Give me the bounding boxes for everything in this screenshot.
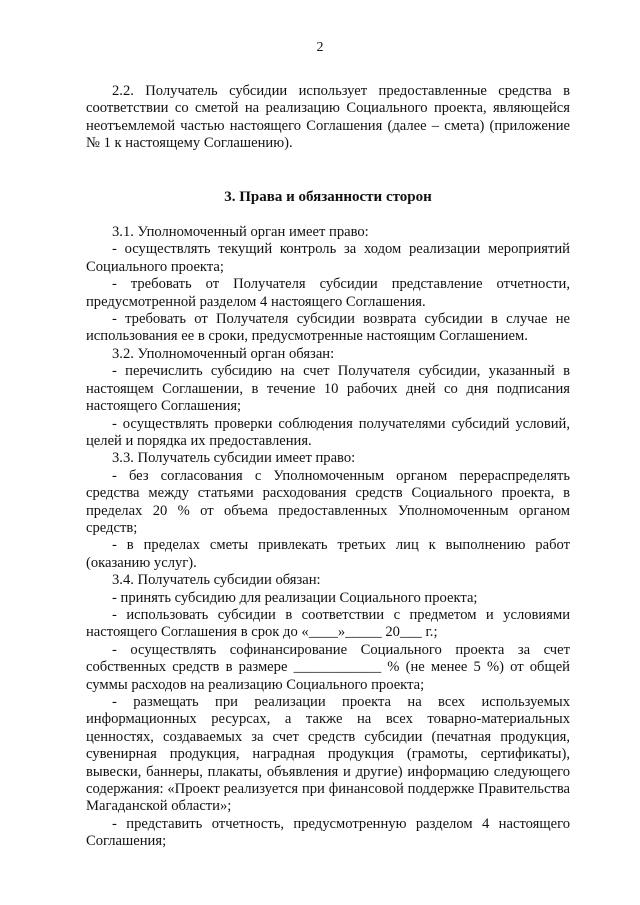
paragraph: 3.3. Получатель субсидии имеет право: xyxy=(112,450,356,467)
paragraph: - требовать от Получателя субсидии возврата субсидии в случае не использования ее в сроки, предусмотренные настоящим Соглашением. xyxy=(86,311,570,345)
page-number: 2 xyxy=(316,40,324,55)
paragraph: - без согласования с Уполномоченным органом перераспределять средства между статьями расходования средств Социального проекта, в пределах 20 % от объема предоставленных Уполномоченным органом средств; xyxy=(86,467,570,536)
paragraph: 3.2. Уполномоченный орган обязан: xyxy=(112,345,335,362)
paragraph: - представить отчетность, предусмотренную разделом 4 настоящего Соглашения; xyxy=(86,815,570,850)
paragraph: - требовать от Получателя субсидии представление отчетности, предусмотренной разделом 4 настоящего Соглашения. xyxy=(86,276,570,310)
document-body xyxy=(86,83,570,851)
paragraph: 3.4. Получатель субсидии обязан: xyxy=(112,572,321,589)
paragraph: - осуществлять проверки соблюдения получателями субсидий условий, целей и порядка их предоставления. xyxy=(86,415,570,449)
intro-paragraph: 2.2. Получатель субсидии использует предоставленные средства в соответствии со сметой на реализацию Социального проекта, являющейся неотъемлемой частью настоящего Соглашения (далее – смета) (приложение № 1 к настоящему Соглашению). xyxy=(86,83,570,152)
paragraph: - использовать субсидии в соответствии с предметом и условиями настоящего Соглашения в срок до «____»_____ 20___ г.; xyxy=(86,606,570,641)
paragraph: - размещать при реализации проекта на всех используемых информационных ресурсах, а также на всех товарно-материальных ценностях, создаваемых за счет средств субсидии (печатная продукция, сувенирная продукция, наградная продукция (грамоты, сертификаты), вывески, баннеры, плакаты, объявления и другие) информацию следующего содержания: «Проект реализуется при финансовой поддержке Правительства Магаданской области»; xyxy=(86,694,570,815)
section-heading: 3. Права и обязанности сторон xyxy=(224,188,432,205)
paragraph: 3.1. Уполномоченный орган имеет право: xyxy=(112,224,369,241)
paragraph: - осуществлять текущий контроль за ходом реализации мероприятий Социального проекта; xyxy=(86,241,570,275)
paragraph: - перечислить субсидию на счет Получателя субсидии, указанный в настоящем Соглашении, в течение 10 рабочих дней со дня подписания настоящего Соглашения; xyxy=(86,363,570,415)
paragraph: - осуществлять софинансирование Социального проекта за счет собственных средств в размере ____________ % (не менее 5 %) от общей суммы расходов на реализацию Социального проекта; xyxy=(86,641,570,693)
paragraph: - принять субсидию для реализации Социального проекта; xyxy=(112,589,478,606)
paragraph: - в пределах сметы привлекать третьих лиц к выполнению работ (оказанию услуг). xyxy=(86,537,570,571)
